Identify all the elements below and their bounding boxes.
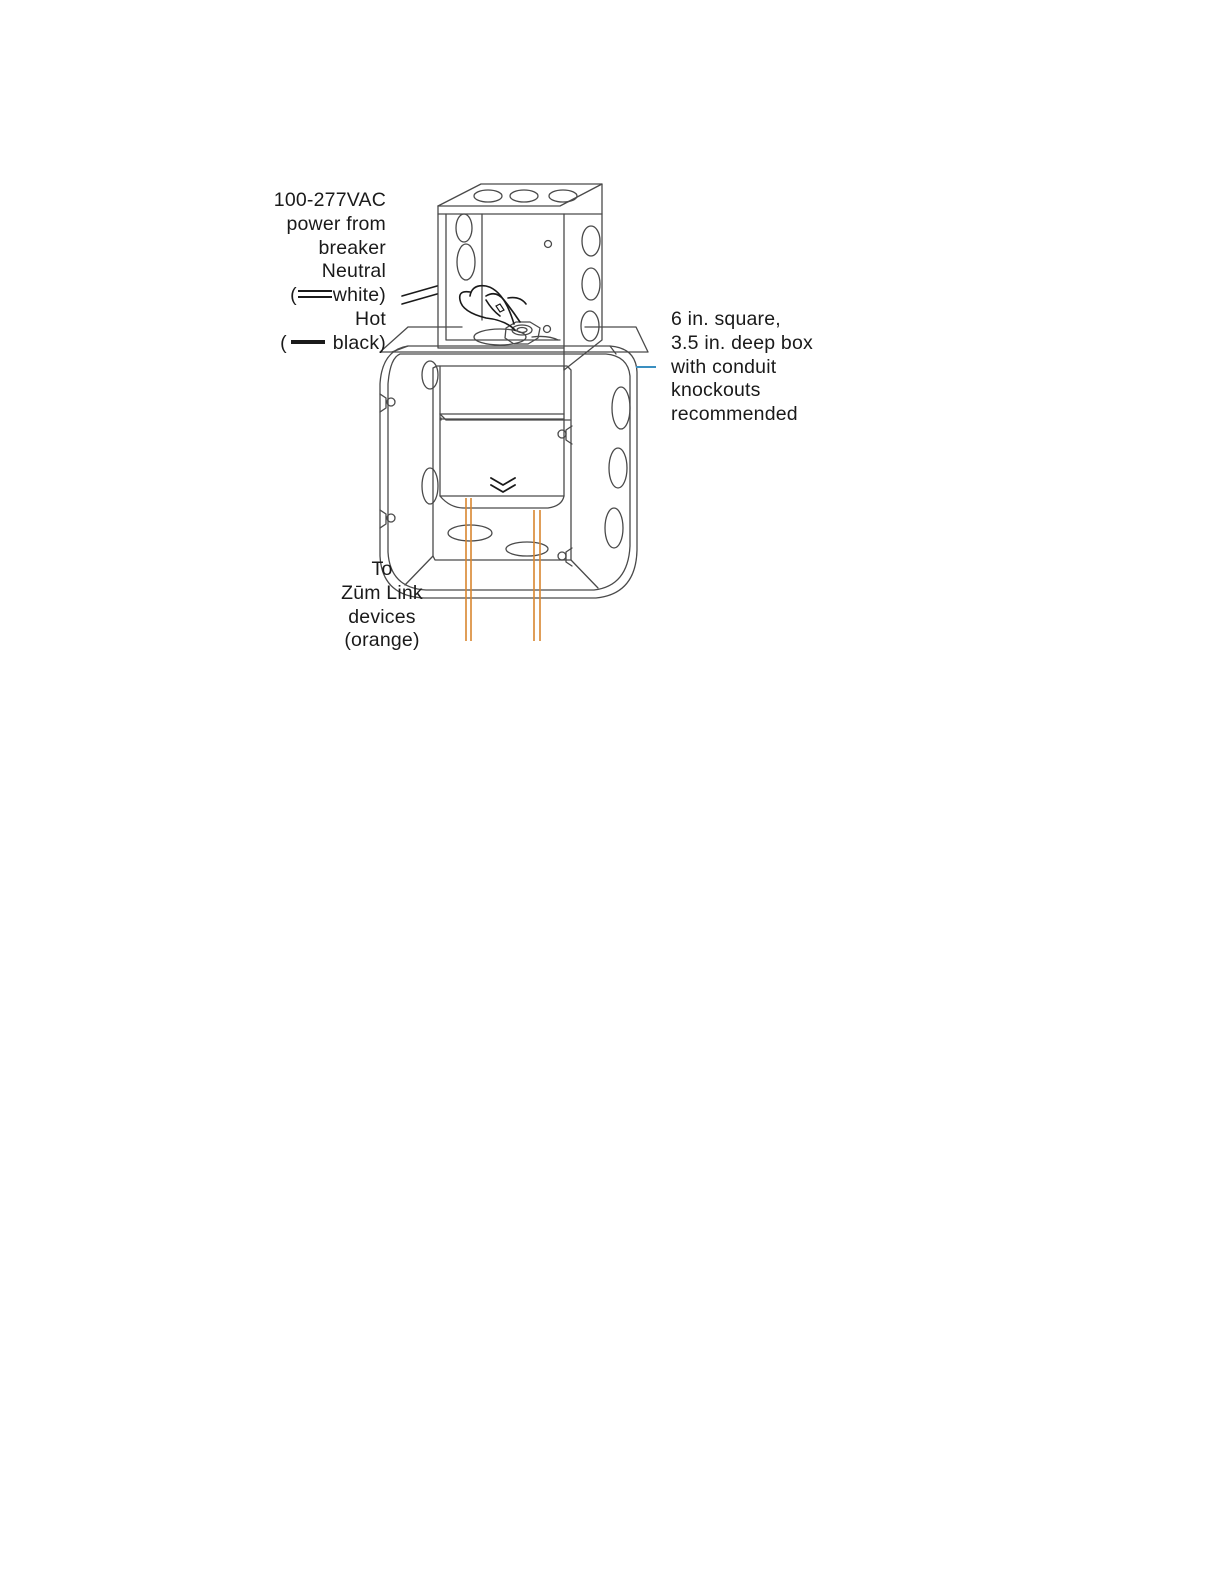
power-supply-module [440,366,570,508]
zum-link-wires [466,498,540,641]
neutral-text: Neutral [321,260,386,283]
link-name-text: Zūm Link [341,581,423,604]
power-wires [402,286,526,330]
link-color-text: (orange) [344,629,420,652]
box-recommended-text: recommended [671,403,798,426]
small-junction-box [438,184,602,370]
box-knockouts-text: knockouts [671,379,761,402]
box-conduit-text: with conduit [671,355,777,378]
box-recommendation-label [671,308,813,427]
hot-paren: ( [280,331,287,354]
power-voltage-text: 100-277VAC [273,189,386,211]
zum-link-label [320,558,444,653]
power-breaker-text: breaker [318,236,386,259]
box-depth-text: 3.5 in. deep box [671,331,813,354]
hot-color-text: black) [332,331,386,354]
neutral-paren: ( [290,284,297,307]
link-devices-text: devices [348,605,416,628]
hot-wire-symbol-icon [291,340,325,344]
neutral-wire-symbol-icon [298,290,332,298]
power-source-label [226,189,386,356]
box-size-text: 6 in. square, [671,308,781,330]
hot-legend [226,332,386,356]
hot-text: Hot [355,307,386,330]
power-from-text: power from [286,212,386,235]
neutral-color-text: white) [332,284,386,307]
neutral-legend [226,284,386,308]
link-to-text: To [371,558,393,580]
double-chevron-down-icon [491,478,515,492]
